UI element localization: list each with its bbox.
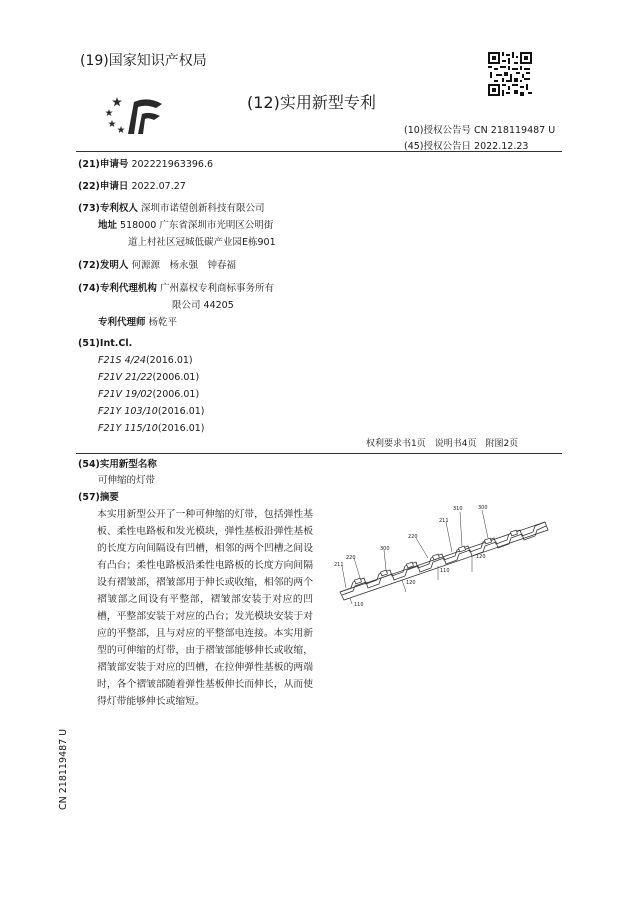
agency-label: (74)专利代理机构	[78, 283, 157, 294]
figure-label: 120	[476, 554, 486, 560]
agent-label: 专利代理师	[98, 317, 146, 328]
address-row	[98, 219, 273, 233]
utility-model-title: 可伸缩的灯带	[98, 475, 156, 486]
abstract-label: (57)摘要	[78, 492, 119, 503]
figure-label: 211	[334, 562, 344, 568]
patentee: 深圳市诺望创新科技有限公司	[140, 203, 265, 214]
document-type: (12)实用新型专利	[247, 93, 376, 112]
application-date-row	[78, 180, 186, 194]
address-line-1: 518000 广东省深圳市光明区公明街	[120, 220, 274, 231]
application-date-label: (22)申请日	[78, 181, 129, 192]
figure-label: 120	[406, 580, 416, 586]
address-line-2: 道上村社区冠城低碳产业园E栋901	[128, 237, 276, 248]
ipc-entry: F21V 21/22(2006.01)	[98, 372, 200, 383]
figure-label: 300	[380, 546, 390, 552]
ipc-entry: F21V 19/02(2006.01)	[98, 389, 200, 400]
publication-date-label: (45)授权公告日	[404, 141, 472, 152]
publication-number: CN 218119487 U	[474, 125, 556, 136]
patentee-row	[78, 202, 264, 216]
abstract-text: 本实用新型公开了一种可伸缩的灯带，包括弹性基板、柔性电路板和发光模块，弹性基板沿弹性基板的长度方向间隔设有凹槽，相邻的两个凹槽之间设有凸台；柔性电路板沿柔性电路板的长度方向间隔设有褶皱部，褶皱部用于伸长或收缩，相邻的两个褶皱部之间设有平整部，褶皱部安装于对应的凹槽，平整部安装于对应的凸台；发光模块安装于对应的平整部，且与对应的平整部电连接。本实用新型的可伸缩的灯带，由于褶皱部能够伸长或收缩，褶皱部安装于对应的凹槽，在拉伸弹性基板的两端时，各个褶皱部随着弹性基板伸长而伸长，从而使得灯带能够伸长或缩短。	[97, 509, 313, 707]
inventors: 何源源 杨永强 钟春福	[131, 260, 236, 271]
ipc-entry: F21Y 115/10(2016.01)	[98, 423, 205, 434]
figure-label: 310	[453, 506, 463, 512]
figure-label: 110	[440, 568, 450, 574]
inventors-label: (72)发明人	[78, 260, 129, 271]
agency-line-1: 广州嘉权专利商标事务所有	[159, 283, 274, 294]
side-publication-number: CN 218119487 U	[58, 728, 69, 810]
agent: 杨乾平	[148, 317, 178, 328]
ipc-entry: F21S 4/24(2016.01)	[98, 355, 193, 366]
application-number: 202221963396.6	[131, 159, 214, 170]
utility-model-title-label: (54)实用新型名称	[78, 459, 157, 470]
address-label: 地址	[98, 220, 118, 231]
agent-row	[98, 316, 177, 330]
application-number-row	[78, 158, 213, 172]
figure-label: 220	[346, 555, 356, 561]
figure-label: 110	[354, 602, 364, 608]
application-number-label: (21)申请号	[78, 159, 129, 170]
int-cl-label: (51)Int.Cl.	[78, 338, 133, 349]
figure-label: 300	[478, 505, 488, 511]
page-counts: 权利要求书1页 说明书4页 附图2页	[366, 439, 519, 449]
inventors-row	[78, 259, 236, 273]
section-divider	[76, 453, 562, 454]
publication-number-label: (10)授权公告号	[404, 125, 472, 136]
qr-code	[488, 52, 532, 96]
ipc-entry: F21Y 103/10(2016.01)	[98, 406, 205, 417]
cnipa-logo-icon	[104, 92, 166, 138]
patentee-label: (73)专利权人	[78, 203, 138, 214]
abstract-figure	[320, 500, 570, 610]
publication-number-row	[404, 122, 555, 136]
agency-line-2: 限公司 44205	[172, 300, 234, 311]
header-divider	[76, 151, 562, 152]
application-date: 2022.07.27	[131, 181, 186, 192]
figure-label: 220	[408, 534, 418, 540]
agency-row	[78, 282, 274, 296]
publication-date: 2022.12.23	[474, 141, 529, 152]
office-name: (19)国家知识产权局	[80, 53, 207, 69]
figure-label: 211	[439, 518, 449, 524]
publication-date-row	[404, 138, 528, 152]
